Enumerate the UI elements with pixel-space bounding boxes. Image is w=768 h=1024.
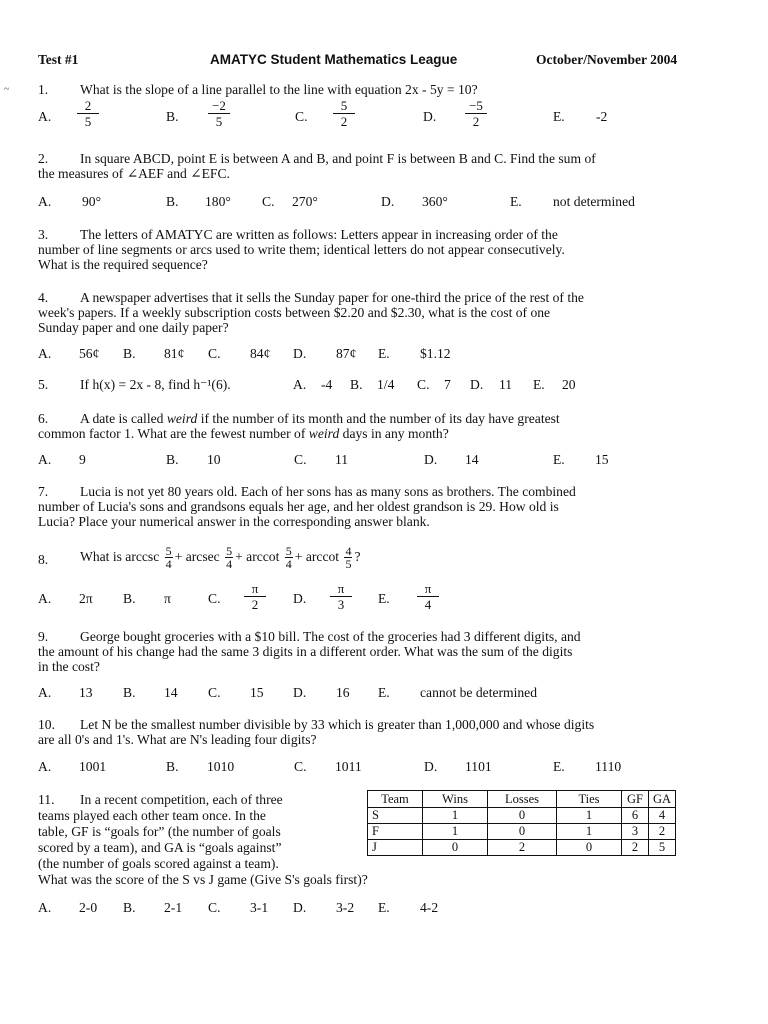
q10-label-b: B. — [166, 759, 179, 774]
q2-label-e: E. — [510, 194, 522, 209]
q1-label-e: E. — [553, 109, 565, 124]
q11-choice-e: 4-2 — [420, 900, 439, 915]
cell: 0 — [557, 840, 622, 856]
cell: J — [368, 840, 423, 856]
q8-choice-d: $\frac{\pi}{3}$ — [330, 582, 352, 611]
q7-line1: Lucia is not yet 80 years old. Each of her sons has as many sons as brothers. The combined — [80, 484, 576, 499]
q5-text: If h(x) = 2x - 8, find h⁻¹(6). — [80, 377, 231, 392]
col-gf: GF — [622, 791, 649, 808]
q9-label-a: A. — [38, 685, 52, 700]
q2-line2: the measures of ∠AEF and ∠EFC. — [38, 166, 230, 181]
col-wins: Wins — [423, 791, 488, 808]
q1-label-b: B. — [166, 109, 179, 124]
q4-label-c: C. — [208, 346, 221, 361]
q2-choice-e: not determined — [553, 194, 635, 209]
q6-line1: A date is called weird if the number of its month and the number of its day have greatest — [80, 411, 560, 426]
q4-choice-b: 81¢ — [164, 346, 185, 361]
q11-choice-c: 3-1 — [250, 900, 269, 915]
q10-choice-b: 1010 — [207, 759, 235, 774]
q11-line1: In a recent competition, each of three — [80, 792, 283, 807]
q3-number: 3. — [38, 227, 49, 242]
q6-label-b: B. — [166, 452, 179, 467]
q8-label-d: D. — [293, 591, 307, 606]
q1-label-c: C. — [295, 109, 308, 124]
q5-label-d: D. — [470, 377, 484, 392]
q6-label-e: E. — [553, 452, 565, 467]
q6-number: 6. — [38, 411, 49, 426]
q10-choice-a: 1001 — [79, 759, 107, 774]
cell: 2 — [622, 840, 649, 856]
cell: 1 — [557, 824, 622, 840]
cell: F — [368, 824, 423, 840]
q8-label-e: E. — [378, 591, 390, 606]
q2-choice-d: 360° — [422, 194, 448, 209]
q6-label-c: C. — [294, 452, 307, 467]
q11-line3: table, GF is “goals for” (the number of goals — [38, 824, 281, 839]
q11-label-e: E. — [378, 900, 390, 915]
q8-choice-e: $\frac{\pi}{4}$ — [417, 582, 439, 611]
q7-line2: number of Lucia's sons and grandsons equals her age, and her oldest grandson is 29. How old is — [38, 499, 559, 514]
q4-choice-e: $1.12 — [420, 346, 451, 361]
q8-label-b: B. — [123, 591, 136, 606]
q9-label-b: B. — [123, 685, 136, 700]
q10-label-d: D. — [424, 759, 438, 774]
q11-choice-d: 3-2 — [336, 900, 355, 915]
table-row — [368, 840, 676, 856]
cell: 0 — [488, 824, 557, 840]
test-number: Test #1 — [38, 52, 79, 67]
q2-label-a: A. — [38, 194, 52, 209]
q1-number: 1. — [38, 82, 49, 97]
q1-label-d: D. — [423, 109, 437, 124]
q2-choice-a: 90° — [82, 194, 102, 209]
q4-label-e: E. — [378, 346, 390, 361]
q9-label-d: D. — [293, 685, 307, 700]
q4-label-b: B. — [123, 346, 136, 361]
q11-line6: What was the score of the S vs J game (Give S's goals first)? — [38, 872, 368, 887]
q4-choice-a: 56¢ — [79, 346, 100, 361]
q5-label-a: A. — [293, 377, 307, 392]
col-ties: Ties — [557, 791, 622, 808]
cell: 1 — [423, 824, 488, 840]
q4-line3: Sunday paper and one daily paper? — [38, 320, 229, 335]
q6-label-a: A. — [38, 452, 52, 467]
q11-line5: (the number of goals scored against a team). — [38, 856, 279, 871]
q10-number: 10. — [38, 717, 55, 732]
q8-number: 8. — [38, 552, 49, 567]
q9-label-c: C. — [208, 685, 221, 700]
q10-label-a: A. — [38, 759, 52, 774]
q2-choice-c: 270° — [292, 194, 318, 209]
q10-choice-e: 1110 — [595, 759, 622, 774]
q11-label-d: D. — [293, 900, 307, 915]
q7-line3: Lucia? Place your numerical answer in the corresponding answer blank. — [38, 514, 430, 529]
q6-choice-d: 14 — [465, 452, 479, 467]
standings-table — [367, 790, 676, 856]
cell: 0 — [488, 808, 557, 824]
q7-number: 7. — [38, 484, 49, 499]
col-losses: Losses — [488, 791, 557, 808]
table-row — [368, 824, 676, 840]
test-date: October/November 2004 — [536, 52, 678, 67]
q9-choice-e: cannot be determined — [420, 685, 538, 700]
q11-line2: teams played each other team once. In the — [38, 808, 266, 823]
q9-line1: George bought groceries with a $10 bill. The cost of the groceries had 3 different digits, and — [80, 629, 581, 644]
q11-choice-a: 2-0 — [79, 900, 98, 915]
q2-label-d: D. — [381, 194, 395, 209]
q5-choice-b: 1/4 — [377, 377, 395, 392]
q1-choice-b: $\frac{-2}{5}$ — [208, 99, 230, 128]
col-ga: GA — [649, 791, 676, 808]
q4-line1: A newspaper advertises that it sells the Sunday paper for one-third the price of the rest of the — [80, 290, 584, 305]
cell: 4 — [649, 808, 676, 824]
margin-mark: ~ — [4, 84, 10, 95]
q11-label-c: C. — [208, 900, 221, 915]
q8-label-c: C. — [208, 591, 221, 606]
q5-number: 5. — [38, 377, 49, 392]
q3-line2: number of line segments or arcs used to write them; identical letters do not appear consecutively. — [38, 242, 565, 257]
q4-choice-d: 87¢ — [336, 346, 357, 361]
q6-choice-e: 15 — [595, 452, 609, 467]
cell: 0 — [423, 840, 488, 856]
q10-label-c: C. — [294, 759, 307, 774]
cell: 3 — [622, 824, 649, 840]
q3-line3: What is the required sequence? — [38, 257, 208, 272]
q8-label-a: A. — [38, 591, 52, 606]
q1-text: What is the slope of a line parallel to the line with equation 2x - 5y = 10? — [80, 82, 478, 97]
q5-choice-c: 7 — [444, 377, 451, 392]
q5-choice-d: 11 — [499, 377, 513, 392]
q6-label-d: D. — [424, 452, 438, 467]
q6-choice-c: 11 — [335, 452, 349, 467]
q11-label-b: B. — [123, 900, 136, 915]
q2-label-c: C. — [262, 194, 275, 209]
q8-choice-a: 2π — [79, 591, 93, 606]
q11-label-a: A. — [38, 900, 52, 915]
q11-choice-b: 2-1 — [164, 900, 183, 915]
q2-label-b: B. — [166, 194, 179, 209]
page-title: AMATYC Student Mathematics League — [210, 52, 458, 67]
q9-number: 9. — [38, 629, 49, 644]
cell: 1 — [557, 808, 622, 824]
cell: 2 — [488, 840, 557, 856]
q2-line1: In square ABCD, point E is between A and B, and point F is between B and C. Find the sum of — [80, 151, 596, 166]
q9-line3: in the cost? — [38, 659, 100, 674]
cell: 2 — [649, 824, 676, 840]
q1-choice-e: -2 — [596, 109, 608, 124]
cell: S — [368, 808, 423, 824]
q8-text: What is arccsc $\frac{5}{4}$ + arcsec $\frac{5}{4}$ + arccot $\frac{5}{4}$ + arccot $\frac{4}{5}$ ? — [80, 544, 361, 572]
q10-label-e: E. — [553, 759, 565, 774]
q9-choice-d: 16 — [336, 685, 350, 700]
q4-number: 4. — [38, 290, 49, 305]
q8-choice-b: π — [164, 591, 171, 606]
q4-line2: week's papers. If a weekly subscription costs between $2.20 and $2.30, what is the cost of one — [38, 305, 551, 320]
q3-line1: The letters of AMATYC are written as follows: Letters appear in increasing order of the — [80, 227, 558, 242]
q10-line2: are all 0's and 1's. What are N's leading four digits? — [38, 732, 317, 747]
q6-choice-b: 10 — [207, 452, 221, 467]
cell: 6 — [622, 808, 649, 824]
q2-choice-b: 180° — [205, 194, 231, 209]
q9-choice-a: 13 — [79, 685, 93, 700]
q4-label-d: D. — [293, 346, 307, 361]
q4-choice-c: 84¢ — [250, 346, 271, 361]
q5-choice-a: -4 — [321, 377, 333, 392]
q1-choice-d: $\frac{-5}{2}$ — [465, 99, 487, 128]
q5-label-c: C. — [417, 377, 430, 392]
q5-label-e: E. — [533, 377, 545, 392]
q9-label-e: E. — [378, 685, 390, 700]
q9-line2: the amount of his change had the same 3 digits in a different order. What was the sum of the digits — [38, 644, 573, 659]
cell: 5 — [649, 840, 676, 856]
table-header-row — [368, 791, 676, 808]
q1-choice-a: $\frac{2}{5}$ — [77, 99, 99, 128]
table-row — [368, 808, 676, 824]
q11-line4: scored by a team), and GA is “goals against” — [38, 840, 282, 855]
q10-choice-d: 1101 — [465, 759, 492, 774]
q5-choice-e: 20 — [562, 377, 576, 392]
q9-choice-c: 15 — [250, 685, 264, 700]
cell: 1 — [423, 808, 488, 824]
q6-line2: common factor 1. What are the fewest number of weird days in any month? — [38, 426, 449, 441]
q1-label-a: A. — [38, 109, 52, 124]
q11-number: 11. — [38, 792, 55, 807]
q1-choice-c: $\frac{5}{2}$ — [333, 99, 355, 128]
q5-label-b: B. — [350, 377, 363, 392]
q8-choice-c: $\frac{\pi}{2}$ — [244, 582, 266, 611]
q2-number: 2. — [38, 151, 49, 166]
q6-choice-a: 9 — [79, 452, 86, 467]
col-team: Team — [368, 791, 423, 808]
q4-label-a: A. — [38, 346, 52, 361]
q10-line1: Let N be the smallest number divisible by 33 which is greater than 1,000,000 and whose digits — [80, 717, 595, 732]
q9-choice-b: 14 — [164, 685, 178, 700]
q10-choice-c: 1011 — [335, 759, 362, 774]
